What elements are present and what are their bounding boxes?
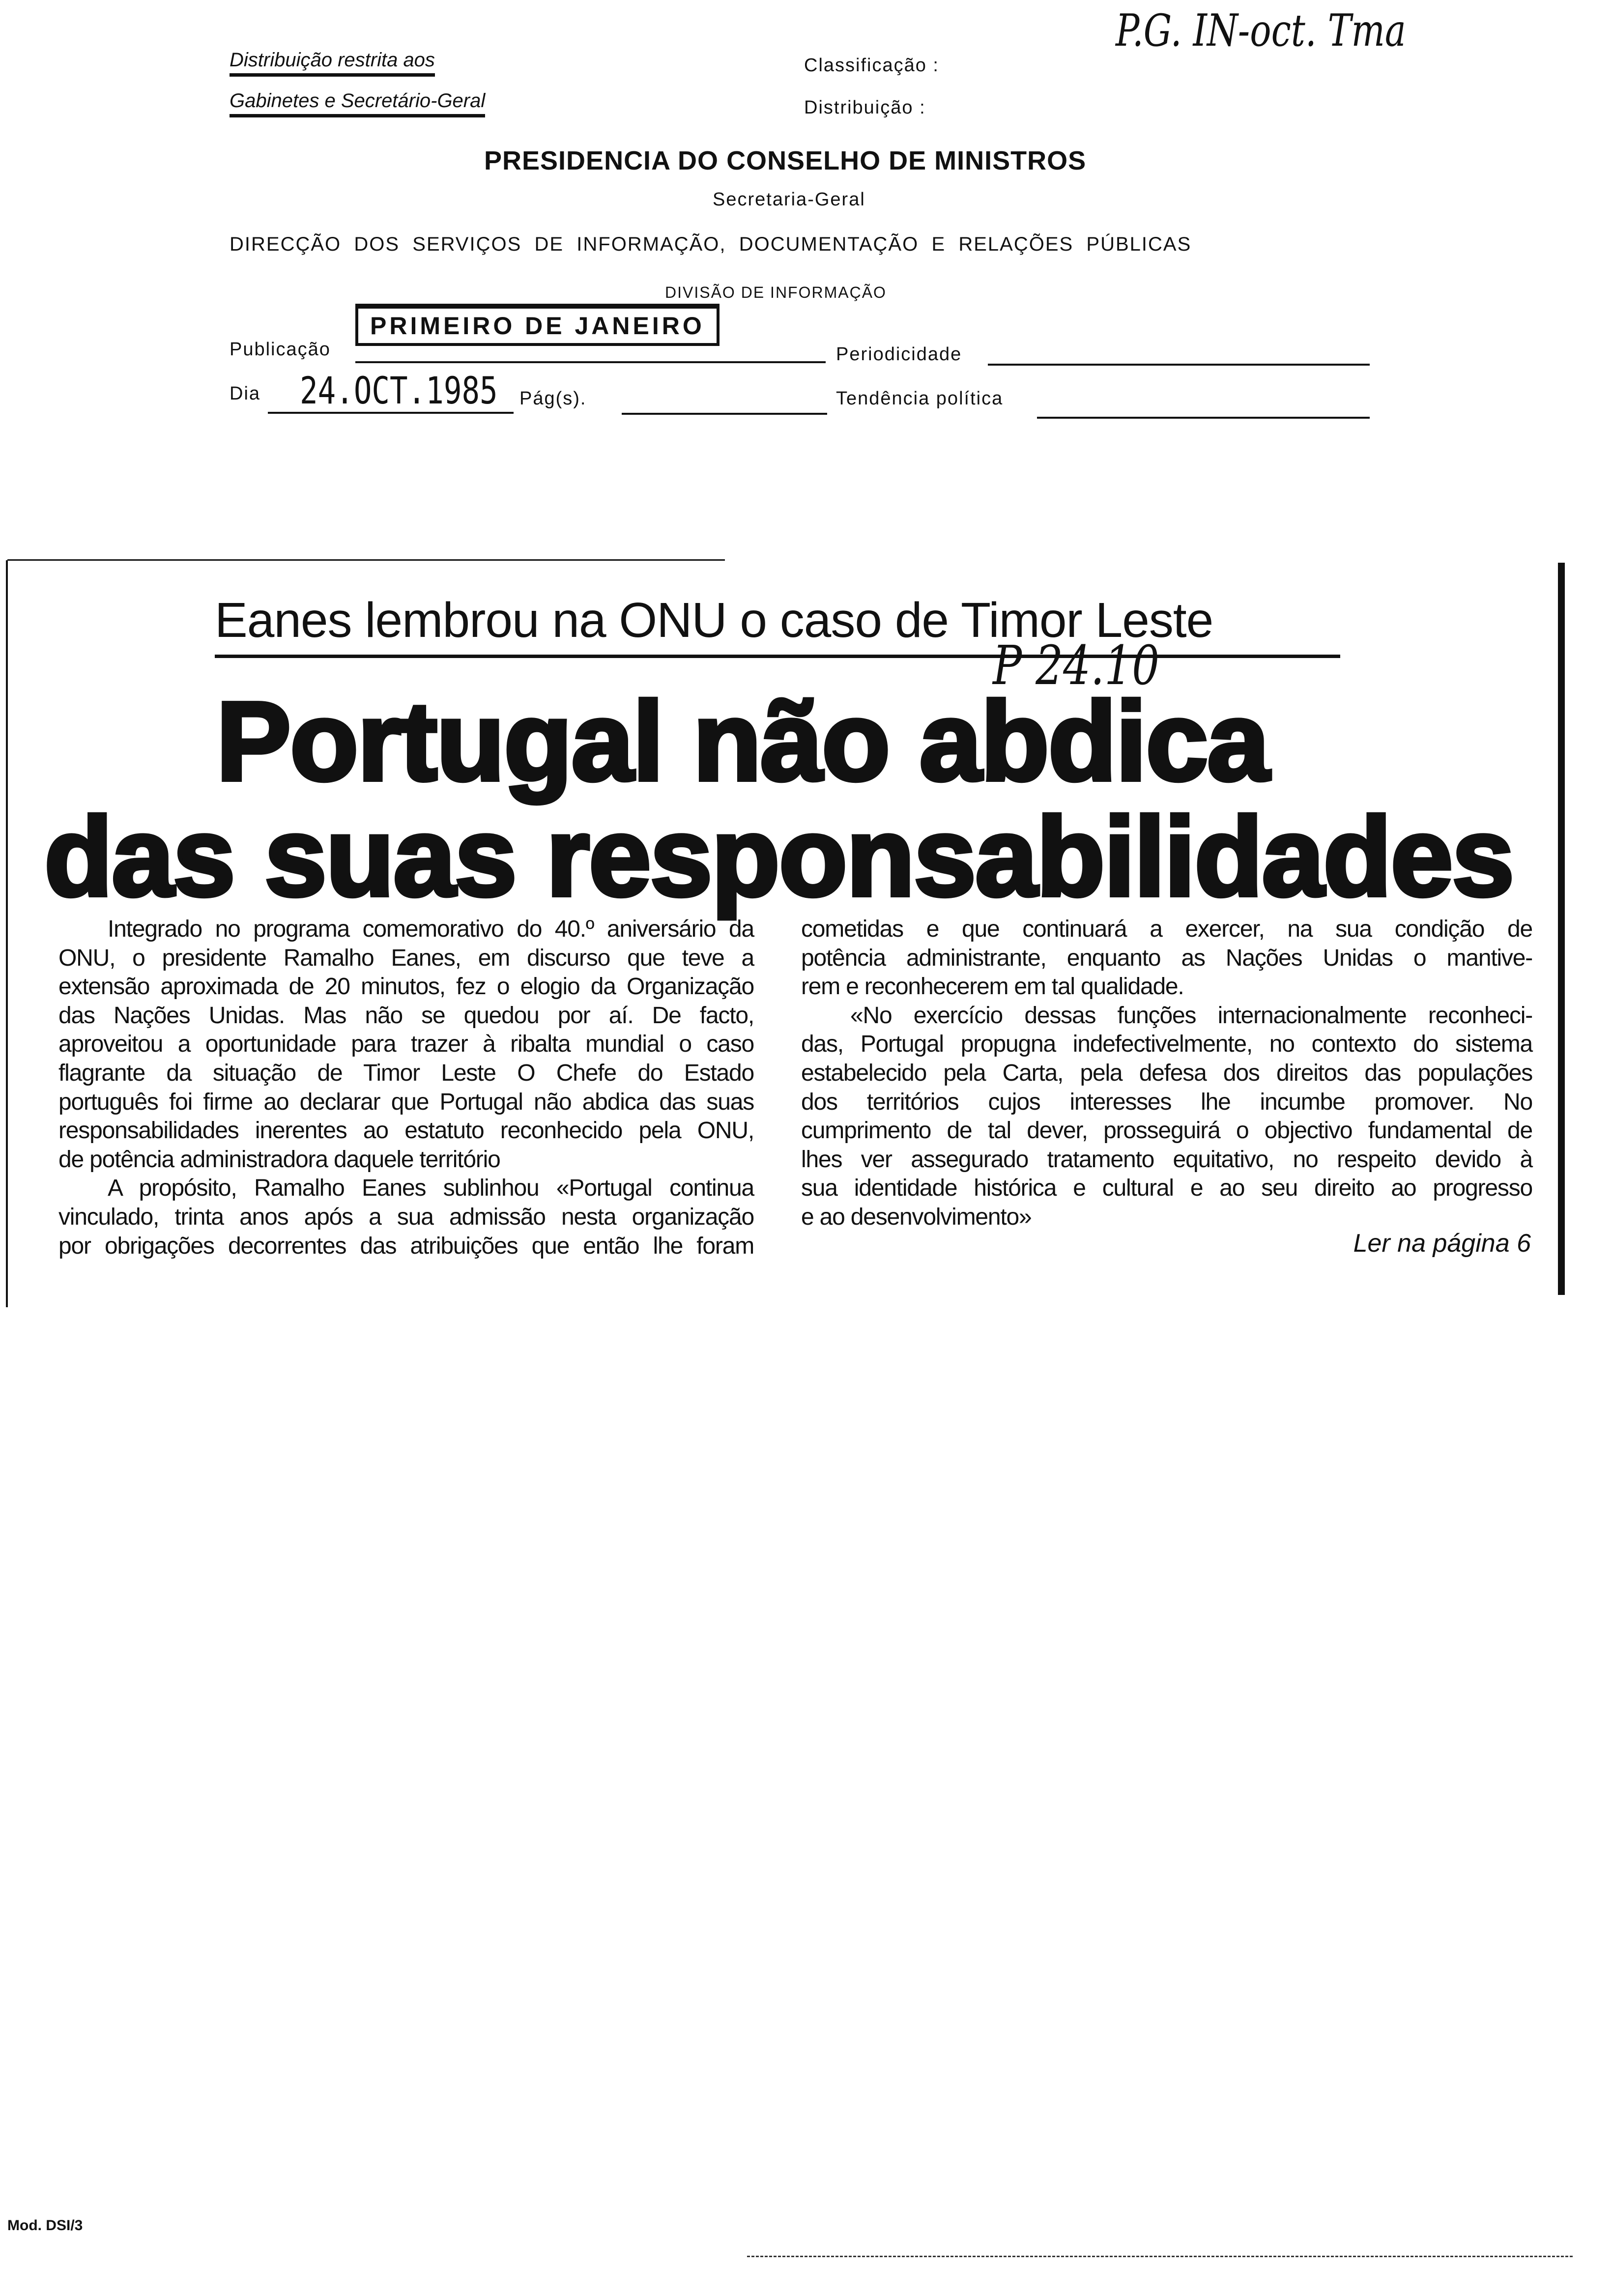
article-column-1 — [58, 915, 754, 1261]
clipping-left-border — [6, 560, 8, 1307]
body-line: das Nações Unidas. Mas não se quedou por aí. De facto, — [58, 1002, 754, 1029]
body-line: dos territórios cujos interesses lhe incumbe promover. No — [801, 1089, 1532, 1115]
distribution-label: Distribuição : — [804, 97, 926, 118]
body-line: extensão aproximada de 20 minutos, fez o elogio da Organização — [58, 974, 754, 1000]
body-line: rem e reconhecerem em tal qualidade. — [801, 974, 1184, 1000]
body-line: português foi firme ao declarar que Portugal não abdica das suas — [58, 1089, 754, 1115]
body-line: ONU, o presidente Ramalho Eanes, em discurso que teve a — [58, 945, 754, 971]
headline-line1: Portugal não abdica — [216, 679, 1269, 804]
article-column-2 — [801, 915, 1532, 1232]
org-subtitle: Secretaria-Geral — [713, 189, 865, 210]
clipping-top-border — [7, 559, 725, 561]
footer-rule — [747, 2256, 1573, 2257]
day-value: 24.OCT.1985 — [300, 369, 498, 412]
body-line: cumprimento de tal dever, prosseguirá o objectivo fundamental de — [801, 1118, 1532, 1144]
body-line: lhes ver assegurado tratamento equitativo, no respeito devido à — [801, 1146, 1532, 1173]
body-line: vinculado, trinta anos após a sua admissão nesta organização — [58, 1204, 754, 1230]
periodicity-label: Periodicidade — [836, 344, 962, 365]
body-line: flagrante da situação de Timor Leste O Chefe do Estado — [58, 1060, 754, 1086]
pages-field-line — [622, 413, 827, 415]
org-title: PRESIDENCIA DO CONSELHO DE MINISTROS — [484, 146, 1087, 175]
restricted-distribution-line1: Distribuição restrita aos — [230, 49, 435, 77]
pages-label: Pág(s). — [519, 388, 587, 409]
division-label: DIVISÃO DE INFORMAÇÃO — [665, 284, 887, 301]
periodicity-field-line — [988, 364, 1370, 366]
tendency-field-line — [1037, 417, 1370, 419]
body-line: «No exercício dessas funções internacionalmente reconheci- — [850, 1002, 1532, 1029]
continued-on-page: Ler na página 6 — [1353, 1229, 1531, 1258]
publication-field-line — [355, 361, 826, 363]
body-line: Integrado no programa comemorativo do 40.º aniversário da — [108, 916, 754, 942]
body-line: responsabilidades inerentes ao estatuto reconhecido pela ONU, — [58, 1118, 754, 1144]
body-line: de potência administradora daquele território — [58, 1146, 500, 1173]
body-line: cometidas e que continuará a exercer, na sua condição de — [801, 916, 1532, 942]
body-line: aproveitou a oportunidade para trazer à ribalta mundial o caso — [58, 1031, 754, 1058]
publication-stamp: PRIMEIRO DE JANEIRO — [355, 304, 720, 346]
tendency-label: Tendência política — [836, 388, 1004, 409]
body-line: das, Portugal propugna indefectivelmente, no contexto do sistema — [801, 1031, 1532, 1058]
clipping-right-border — [1558, 563, 1565, 1295]
form-code: Mod. DSI/3 — [7, 2217, 83, 2234]
kicker-underline — [215, 655, 1340, 658]
body-line: estabelecido pela Carta, pela defesa dos direitos das populações — [801, 1060, 1532, 1086]
directorate: DIRECÇÃO DOS SERVIÇOS DE INFORMAÇÃO, DOCUMENTAÇÃO E RELAÇÕES PÚBLICAS — [230, 233, 1192, 255]
handwritten-date: P 24.10 — [993, 634, 1160, 697]
classification-label: Classificação : — [804, 55, 939, 76]
day-label: Dia — [230, 383, 261, 404]
restricted-distribution-line2: Gabinetes e Secretário-Geral — [230, 90, 485, 117]
body-line: por obrigações decorrentes das atribuições que então lhe foram — [58, 1233, 754, 1259]
article-kicker: Eanes lembrou na ONU o caso de Timor Leste — [215, 593, 1213, 648]
body-line: e ao desenvolvimento» — [801, 1204, 1032, 1230]
publication-label: Publicação — [230, 339, 331, 360]
handwritten-note: P.G. IN-oct. Tma — [1116, 5, 1406, 57]
headline-line2: das suas responsabilidades — [44, 795, 1514, 919]
body-line: sua identidade histórica e cultural e ao seu direito ao progresso — [801, 1175, 1532, 1202]
body-line: A propósito, Ramalho Eanes sublinhou «Portugal continua — [108, 1175, 754, 1202]
body-line: potência administrante, enquanto as Nações Unidas o mantive- — [801, 945, 1532, 971]
